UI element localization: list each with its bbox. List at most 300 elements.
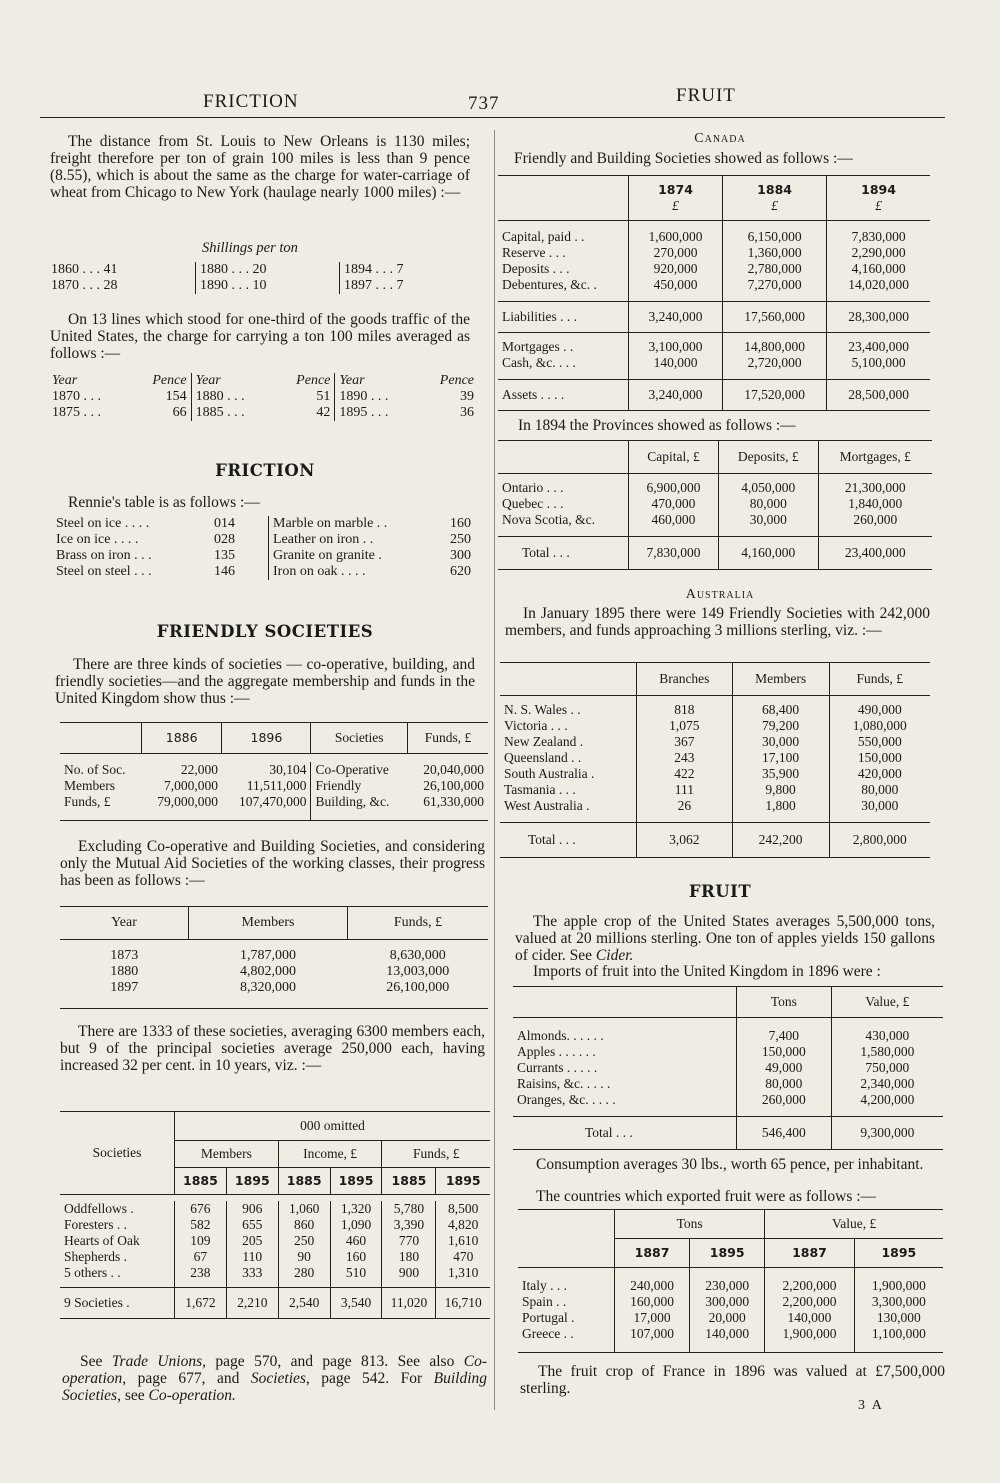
cell: Nova Scotia, &c. bbox=[502, 512, 595, 527]
running-head-right: FRUIT bbox=[676, 85, 736, 106]
cell: 1895 bbox=[690, 1239, 765, 1268]
cell: South Australia . bbox=[504, 766, 595, 781]
imports-table bbox=[513, 986, 943, 1150]
cell: 1,310 bbox=[436, 1265, 490, 1281]
cell: 160 bbox=[450, 516, 471, 531]
cell: 1875 . . . bbox=[52, 405, 101, 420]
cell: 242,200 bbox=[732, 823, 829, 858]
countries-paragraph: The countries which exported fruit were as follows :— bbox=[536, 1188, 877, 1205]
cell: 130,000 bbox=[854, 1310, 943, 1326]
cell: 2,200,000 bbox=[765, 1294, 854, 1310]
cell: 7,830,000 bbox=[827, 229, 930, 245]
cross-reference: Co-operation bbox=[62, 1353, 487, 1387]
cell: 1,787,000 bbox=[240, 948, 296, 963]
cell: 26,100,000 bbox=[386, 980, 450, 995]
cell: 7,000,000 bbox=[163, 778, 218, 793]
cross-reference: Co-operation. bbox=[148, 1387, 236, 1404]
cell: 3,300,000 bbox=[854, 1294, 943, 1310]
cell: 42 bbox=[316, 405, 331, 420]
cell: 1,580,000 bbox=[831, 1044, 943, 1060]
cell: Members bbox=[189, 907, 348, 940]
cell: 90 bbox=[278, 1249, 330, 1265]
cell: 14,800,000 bbox=[723, 339, 827, 355]
cell: 1880 . . . bbox=[191, 389, 274, 405]
cell: 430,000 bbox=[831, 1028, 943, 1044]
cell: 014 bbox=[214, 516, 235, 531]
cell: 260,000 bbox=[737, 1092, 832, 1108]
cell: 1,672 bbox=[175, 1288, 227, 1319]
cell: 1874 bbox=[658, 182, 693, 197]
cell: 470 bbox=[436, 1249, 490, 1265]
fruit-paragraph bbox=[515, 913, 935, 964]
cell: Members bbox=[175, 1141, 279, 1168]
cell: 3,390 bbox=[382, 1217, 436, 1233]
unit: £ bbox=[672, 198, 679, 213]
cell: Capital, paid . . bbox=[502, 229, 585, 244]
cell: Deposits, £ bbox=[718, 441, 818, 474]
cell: 460,000 bbox=[629, 512, 719, 537]
cell: 280 bbox=[278, 1265, 330, 1281]
cell: Brass on iron . . . bbox=[56, 548, 152, 563]
see-also-paragraph bbox=[62, 1353, 487, 1404]
cell: 80,000 bbox=[737, 1076, 832, 1092]
cell: Portugal . bbox=[522, 1310, 575, 1325]
cell: Value, £ bbox=[831, 987, 943, 1018]
cell: Assets . . . . bbox=[502, 387, 565, 402]
cell: 1895 . . . bbox=[335, 405, 418, 421]
cell: 550,000 bbox=[829, 734, 930, 750]
cell: Income, £ bbox=[278, 1141, 382, 1168]
cell: 1,090 bbox=[330, 1217, 382, 1233]
cell: 420,000 bbox=[829, 766, 930, 782]
cell: 9,300,000 bbox=[831, 1117, 943, 1150]
cell: 676 bbox=[175, 1201, 227, 1217]
cell: 3,062 bbox=[637, 823, 733, 858]
imports-paragraph: Imports of fruit into the United Kingdom in 1896 were : bbox=[533, 963, 881, 980]
cell: 1890 . . . 10 bbox=[196, 278, 340, 294]
cell: Quebec . . . bbox=[502, 496, 564, 511]
cell: 1895 bbox=[330, 1168, 382, 1195]
cell: 13,003,000 bbox=[386, 964, 450, 979]
cell: Pence bbox=[152, 373, 187, 388]
cell: 9,800 bbox=[732, 782, 829, 798]
cell: 17,100 bbox=[732, 750, 829, 766]
cross-reference: Trade Unions bbox=[111, 1353, 203, 1370]
cell: 28,500,000 bbox=[827, 380, 930, 411]
cell: 7,270,000 bbox=[723, 277, 827, 302]
cell: 1870 . . . bbox=[52, 389, 101, 404]
cell: 2,340,000 bbox=[831, 1076, 943, 1092]
countries-table bbox=[518, 1209, 943, 1353]
cell: 230,000 bbox=[690, 1278, 765, 1294]
cell: 1887 bbox=[615, 1239, 690, 1268]
cell: 4,820 bbox=[436, 1217, 490, 1233]
canada-subtitle: Friendly and Building Societies showed as follows :— bbox=[514, 150, 853, 167]
cell: 028 bbox=[214, 532, 235, 547]
cell: Pence bbox=[296, 373, 331, 388]
cell: 1,610 bbox=[436, 1233, 490, 1249]
cell: 22,000 bbox=[180, 762, 218, 777]
year-header bbox=[723, 176, 827, 221]
cell: 250 bbox=[278, 1233, 330, 1249]
cell: 150,000 bbox=[829, 750, 930, 766]
cell: 30,104 bbox=[269, 762, 307, 777]
running-head-left: FRICTION bbox=[203, 91, 299, 112]
cell: 3,240,000 bbox=[629, 302, 723, 333]
page-number: 737 bbox=[468, 93, 500, 114]
cell: 1,900,000 bbox=[765, 1326, 854, 1353]
text: See bbox=[80, 1353, 112, 1370]
cell: Iron on oak . . . . bbox=[269, 564, 428, 580]
cell: Friendly bbox=[311, 778, 407, 794]
friction-table bbox=[52, 516, 475, 580]
cell: 140,000 bbox=[765, 1310, 854, 1326]
cell: 1897 . . . 7 bbox=[340, 278, 469, 294]
provinces-paragraph: In 1894 the Provinces showed as follows :— bbox=[518, 417, 796, 434]
australia-title: Australia bbox=[685, 587, 755, 602]
cell: 61,330,000 bbox=[423, 794, 484, 809]
cell: 260,000 bbox=[818, 512, 932, 537]
friendly-societies-heading: FRIENDLY SOCIETIES bbox=[156, 622, 374, 641]
cell: 180 bbox=[382, 1249, 436, 1265]
cell: 1,320 bbox=[330, 1201, 382, 1217]
cell: West Australia . bbox=[504, 798, 590, 813]
cell: 7,400 bbox=[737, 1028, 832, 1044]
cell: 1885 bbox=[175, 1168, 227, 1195]
rennie-line: Rennie's table is as follows :— bbox=[68, 494, 260, 511]
cell: 140,000 bbox=[690, 1326, 765, 1353]
cell: 1894 bbox=[861, 182, 896, 197]
cell: Year bbox=[52, 373, 78, 388]
cell: 4,200,000 bbox=[831, 1092, 943, 1108]
cell: 243 bbox=[637, 750, 733, 766]
cell: 1,080,000 bbox=[829, 718, 930, 734]
text: , see bbox=[117, 1387, 149, 1404]
cell: 109 bbox=[175, 1233, 227, 1249]
cell: 26 bbox=[637, 798, 733, 814]
cell: 1,075 bbox=[637, 718, 733, 734]
cell: Spain . . bbox=[522, 1294, 567, 1309]
cell: Hearts of Oak bbox=[64, 1233, 140, 1248]
signature-mark: 3 A bbox=[858, 1398, 884, 1413]
cell: 2,780,000 bbox=[723, 261, 827, 277]
cell: 1,100,000 bbox=[854, 1326, 943, 1353]
friction-heading: FRICTION bbox=[215, 461, 315, 480]
cell: Tons bbox=[615, 1210, 765, 1239]
cell: 1870 . . . 28 bbox=[51, 278, 118, 293]
cell: 1,840,000 bbox=[818, 496, 932, 512]
cell: 111 bbox=[637, 782, 733, 798]
cell: 146 bbox=[214, 564, 235, 579]
cell: 270,000 bbox=[629, 245, 723, 261]
cell: Members bbox=[64, 778, 115, 793]
cell: 1,360,000 bbox=[723, 245, 827, 261]
column-divider bbox=[494, 130, 495, 1410]
cell: 79,000,000 bbox=[157, 794, 218, 809]
cell: Tons bbox=[737, 987, 832, 1018]
cell: 3,100,000 bbox=[629, 339, 723, 355]
cell: 1,800 bbox=[732, 798, 829, 814]
cell: N. S. Wales . . bbox=[504, 702, 581, 717]
cross-reference: Cider. bbox=[595, 947, 634, 964]
cell bbox=[513, 987, 737, 1018]
cell: Ice on ice . . . . bbox=[56, 532, 139, 547]
cell: No. of Soc. bbox=[64, 762, 126, 777]
cell: Steel on ice . . . . bbox=[56, 516, 150, 531]
cell: Granite on granite . bbox=[269, 548, 428, 564]
cell: 6,900,000 bbox=[629, 480, 719, 496]
cell: Deposits . . . bbox=[502, 261, 570, 276]
consumption-paragraph: Consumption averages 30 lbs., worth 65 pence, per inhabitant. bbox=[536, 1156, 924, 1173]
cell: 1885 . . . bbox=[191, 405, 274, 421]
intro-paragraph: The distance from St. Louis to New Orleans is 1130 miles; freight therefore per ton of grain 100 miles is less than 9 pence (8.55), which is about the same as the charge for water-carriage of wheat from Chicago to New York (haulage nearly 1000 miles) :— bbox=[50, 133, 470, 201]
cell: Queensland . . bbox=[504, 750, 582, 765]
cell bbox=[60, 723, 141, 754]
friendly-paragraph: There are three kinds of societies — co-operative, building, and friendly societies—and the aggregate membership and funds in the United Kingdom show thus :— bbox=[55, 656, 475, 707]
cell: Year bbox=[335, 373, 418, 389]
cell: 28,300,000 bbox=[827, 302, 930, 333]
cell: New Zealand . bbox=[504, 734, 584, 749]
cell: 250 bbox=[450, 532, 471, 547]
progress-table bbox=[60, 906, 488, 1009]
cell: 5 others . . bbox=[64, 1265, 121, 1280]
principal-societies-table bbox=[60, 1111, 490, 1319]
cell: 1,900,000 bbox=[854, 1278, 943, 1294]
cell: 1895 bbox=[226, 1168, 278, 1195]
cell: 30,000 bbox=[732, 734, 829, 750]
cell: Leather on iron . . bbox=[269, 532, 428, 548]
cross-reference: Societies bbox=[250, 1370, 306, 1387]
cell: Almonds. . . . . . bbox=[517, 1028, 604, 1043]
cell: 17,560,000 bbox=[723, 302, 827, 333]
year-header bbox=[827, 176, 930, 221]
cell: 582 bbox=[175, 1217, 227, 1233]
text: , page 570, and page 813. See also bbox=[202, 1353, 464, 1370]
cell: 2,290,000 bbox=[827, 245, 930, 261]
cell: Co-Operative bbox=[311, 762, 407, 778]
canada-title: Canada bbox=[694, 131, 746, 146]
cell: 11,020 bbox=[382, 1288, 436, 1319]
cell: 35,900 bbox=[732, 766, 829, 782]
cell: 4,802,000 bbox=[240, 964, 296, 979]
cell: Funds, £ bbox=[348, 907, 489, 940]
cell: 450,000 bbox=[629, 277, 723, 302]
cell: Marble on marble . . bbox=[269, 516, 428, 532]
provinces-table bbox=[498, 440, 932, 570]
canada-table bbox=[498, 175, 930, 411]
cell: Members bbox=[732, 663, 829, 696]
cell: 160 bbox=[330, 1249, 382, 1265]
cell: 23,400,000 bbox=[818, 537, 932, 570]
cell: 1873 bbox=[110, 948, 139, 963]
cell: 8,320,000 bbox=[240, 980, 296, 995]
cell: Greece . . bbox=[522, 1326, 574, 1341]
cell: Steel on steel . . . bbox=[56, 564, 152, 579]
cell: 67 bbox=[175, 1249, 227, 1265]
shillings-caption: Shillings per ton bbox=[202, 240, 298, 256]
cell: 20,040,000 bbox=[423, 762, 484, 777]
cell: 26,100,000 bbox=[423, 778, 484, 793]
cell: Funds, £ bbox=[64, 794, 111, 809]
cell: Currants . . . . . bbox=[517, 1060, 598, 1075]
cell: Oddfellows . bbox=[64, 1201, 134, 1216]
cell: 490,000 bbox=[829, 702, 930, 718]
cell: Funds, £ bbox=[407, 723, 488, 754]
cell: 770 bbox=[382, 1233, 436, 1249]
cell: 300,000 bbox=[690, 1294, 765, 1310]
cell: Debentures, &c. . bbox=[502, 277, 597, 292]
cell: 000 omitted bbox=[175, 1112, 491, 1141]
cell: 66 bbox=[172, 405, 187, 420]
cell: 470,000 bbox=[629, 496, 719, 512]
cell: 750,000 bbox=[831, 1060, 943, 1076]
cell: Building, &c. bbox=[311, 794, 407, 821]
cell: Raisins, &c. . . . . bbox=[517, 1076, 611, 1091]
shillings-table bbox=[47, 262, 468, 294]
cell: 1895 bbox=[436, 1168, 490, 1195]
cell: Foresters . . bbox=[64, 1217, 127, 1232]
lines-paragraph: On 13 lines which stood for one-third of the goods traffic of the United States, the charge for carrying a ton 100 miles averaged as follows :— bbox=[50, 311, 470, 362]
cell: 460 bbox=[330, 1233, 382, 1249]
cell: 79,200 bbox=[732, 718, 829, 734]
cell: 3,240,000 bbox=[629, 380, 723, 411]
cell: 860 bbox=[278, 1217, 330, 1233]
unit: £ bbox=[875, 198, 882, 213]
cell: Total . . . bbox=[528, 832, 576, 847]
cell: 620 bbox=[450, 564, 471, 579]
cell bbox=[498, 441, 629, 474]
text: , page 542. For bbox=[305, 1370, 434, 1387]
cell: 8,630,000 bbox=[389, 948, 446, 963]
cell: 510 bbox=[330, 1265, 382, 1281]
cell: 107,470,000 bbox=[238, 794, 307, 809]
cell: Shepherds . bbox=[64, 1249, 127, 1264]
cell: 39 bbox=[460, 389, 474, 404]
cell: Pence bbox=[439, 373, 474, 388]
cell: 1896 bbox=[222, 723, 311, 754]
cell: Funds, £ bbox=[829, 663, 930, 696]
cell: 1860 . . . 41 bbox=[51, 262, 118, 277]
cell: Cash, &c. . . . bbox=[502, 355, 576, 370]
cell: 36 bbox=[460, 405, 474, 420]
unit: £ bbox=[771, 198, 778, 213]
cell: 160,000 bbox=[615, 1294, 690, 1310]
cell: Branches bbox=[637, 663, 733, 696]
cell: 1880 bbox=[110, 964, 139, 979]
cell: 23,400,000 bbox=[827, 339, 930, 355]
cell: 2,800,000 bbox=[829, 823, 930, 858]
cell: Total . . . bbox=[585, 1125, 633, 1140]
cell: 906 bbox=[226, 1201, 278, 1217]
text: The apple crop of the United States averages 5,500,000 tons, valued at 20 millions sterling. One ton of apples yields 150 gallons of cider. See bbox=[515, 913, 935, 964]
cell: 1885 bbox=[382, 1168, 436, 1195]
australia-table bbox=[500, 662, 930, 858]
cell: 11,511,000 bbox=[246, 778, 307, 793]
cell: 1,060 bbox=[278, 1201, 330, 1217]
year-header bbox=[629, 176, 723, 221]
cell: 30,000 bbox=[718, 512, 818, 537]
cell: 1885 bbox=[278, 1168, 330, 1195]
cell: Societies bbox=[311, 723, 407, 754]
cross-reference: Building Societies bbox=[62, 1370, 488, 1404]
cell: 1887 bbox=[765, 1239, 854, 1268]
cell: 238 bbox=[175, 1265, 227, 1281]
cell: 1890 . . . bbox=[335, 389, 418, 405]
fruit-heading: FRUIT bbox=[688, 882, 752, 901]
cell: 422 bbox=[637, 766, 733, 782]
cell: 5,780 bbox=[382, 1201, 436, 1217]
cell: Societies bbox=[92, 1145, 142, 1160]
cell: 4,160,000 bbox=[718, 537, 818, 570]
cell: Liabilities . . . bbox=[502, 309, 577, 324]
cell: 51 bbox=[316, 389, 331, 404]
cell: 140,000 bbox=[629, 355, 723, 380]
cell: Oranges, &c. . . . . bbox=[517, 1092, 616, 1107]
cell: 80,000 bbox=[718, 496, 818, 512]
cell: Apples . . . . . . bbox=[517, 1044, 596, 1059]
cell: Mortgages, £ bbox=[818, 441, 932, 474]
cell: 4,160,000 bbox=[827, 261, 930, 277]
cell: Value, £ bbox=[765, 1210, 943, 1239]
cell: 68,400 bbox=[732, 702, 829, 718]
cell: 135 bbox=[214, 548, 235, 563]
cell: 21,300,000 bbox=[818, 480, 932, 496]
cell: 546,400 bbox=[737, 1117, 832, 1150]
cell: 333 bbox=[226, 1265, 278, 1281]
cell: 2,540 bbox=[278, 1288, 330, 1319]
cell: 655 bbox=[226, 1217, 278, 1233]
cell: 900 bbox=[382, 1265, 436, 1281]
australia-paragraph: In January 1895 there were 149 Friendly Societies with 242,000 members, and funds approaching 3 millions sterling, viz. :— bbox=[505, 605, 930, 639]
cell: 1884 bbox=[757, 182, 792, 197]
cell: 5,100,000 bbox=[827, 355, 930, 380]
cell: 4,050,000 bbox=[718, 480, 818, 496]
cell: Total . . . bbox=[522, 545, 570, 560]
excluding-paragraph: Excluding Co-operative and Building Societies, and considering only the Mutual Aid Societies of the working classes, their progress has been as follows :— bbox=[60, 838, 485, 889]
cell: 14,020,000 bbox=[827, 277, 930, 302]
cell: Funds, £ bbox=[382, 1141, 490, 1168]
cell: Year bbox=[111, 915, 137, 930]
text: , page 677, and bbox=[122, 1370, 251, 1387]
cell: 107,000 bbox=[615, 1326, 690, 1353]
cell: Capital, £ bbox=[629, 441, 719, 474]
cell: 3,540 bbox=[330, 1288, 382, 1319]
cell: 1886 bbox=[141, 723, 222, 754]
cell: 920,000 bbox=[629, 261, 723, 277]
cell: Tasmania . . . bbox=[504, 782, 576, 797]
cell: 205 bbox=[226, 1233, 278, 1249]
cell: 17,520,000 bbox=[723, 380, 827, 411]
cell: 818 bbox=[637, 702, 733, 718]
cell: 9 Societies . bbox=[64, 1295, 130, 1310]
cell: 2,210 bbox=[226, 1288, 278, 1319]
cell: 16,710 bbox=[436, 1288, 490, 1319]
cell: 8,500 bbox=[436, 1201, 490, 1217]
cell: 7,830,000 bbox=[629, 537, 719, 570]
cell: Victoria . . . bbox=[504, 718, 568, 733]
cell: Year bbox=[191, 373, 274, 389]
cell: 80,000 bbox=[829, 782, 930, 798]
uk-societies-table bbox=[60, 722, 488, 821]
cell: 154 bbox=[165, 389, 187, 404]
cell: 17,000 bbox=[615, 1310, 690, 1326]
cell: 240,000 bbox=[615, 1278, 690, 1294]
cell: 2,720,000 bbox=[723, 355, 827, 380]
cell: 150,000 bbox=[737, 1044, 832, 1060]
cell: 2,200,000 bbox=[765, 1278, 854, 1294]
cell: 1894 . . . 7 bbox=[340, 262, 469, 278]
cell: 20,000 bbox=[690, 1310, 765, 1326]
